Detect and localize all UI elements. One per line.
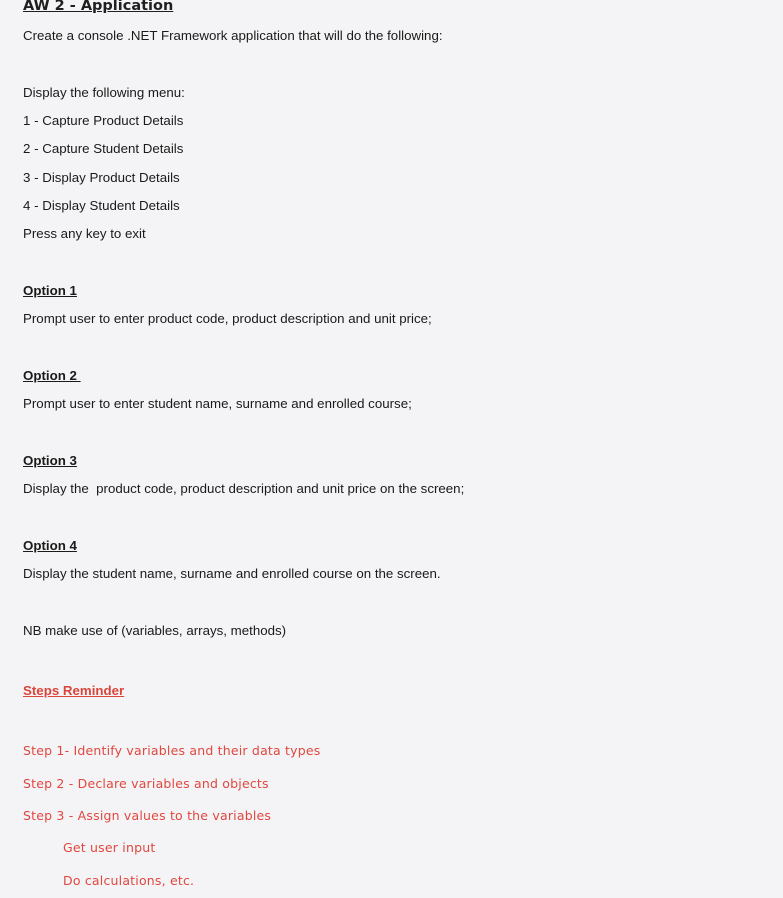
note-text: NB make use of (variables, arrays, methods) (23, 623, 287, 638)
menu-item-1: 1 - Capture Product Details (23, 113, 184, 128)
option-1-heading: Option 1 (23, 283, 77, 298)
menu-intro: Display the following menu: (23, 85, 185, 100)
option-2-text: Prompt user to enter student name, surname and enrolled course; (23, 396, 412, 411)
menu-item-4: 4 - Display Student Details (23, 198, 180, 213)
intro-text: Create a console .NET Framework application that will do the following: (23, 28, 443, 43)
step-1: Step 1- Identify variables and their data types (23, 743, 321, 758)
menu-item-2: 2 - Capture Student Details (23, 141, 184, 156)
step-2: Step 2 - Declare variables and objects (23, 776, 269, 791)
sub-step-get-input: Get user input (63, 840, 156, 855)
sub-step-calculations: Do calculations, etc. (63, 873, 195, 888)
option-3-text: Display the product code, product description and unit price on the screen; (23, 481, 465, 496)
steps-reminder-heading: Steps Reminder (23, 683, 125, 698)
option-4-text: Display the student name, surname and enrolled course on the screen. (23, 566, 441, 581)
document-title: AW 2 - Application (23, 0, 174, 14)
step-3: Step 3 - Assign values to the variables (23, 808, 272, 823)
option-2-heading: Option 2 (23, 368, 81, 383)
option-4-heading: Option 4 (23, 538, 77, 553)
option-3-heading: Option 3 (23, 453, 77, 468)
menu-item-exit: Press any key to exit (23, 226, 146, 241)
option-1-text: Prompt user to enter product code, product description and unit price; (23, 311, 432, 326)
menu-item-3: 3 - Display Product Details (23, 170, 180, 185)
